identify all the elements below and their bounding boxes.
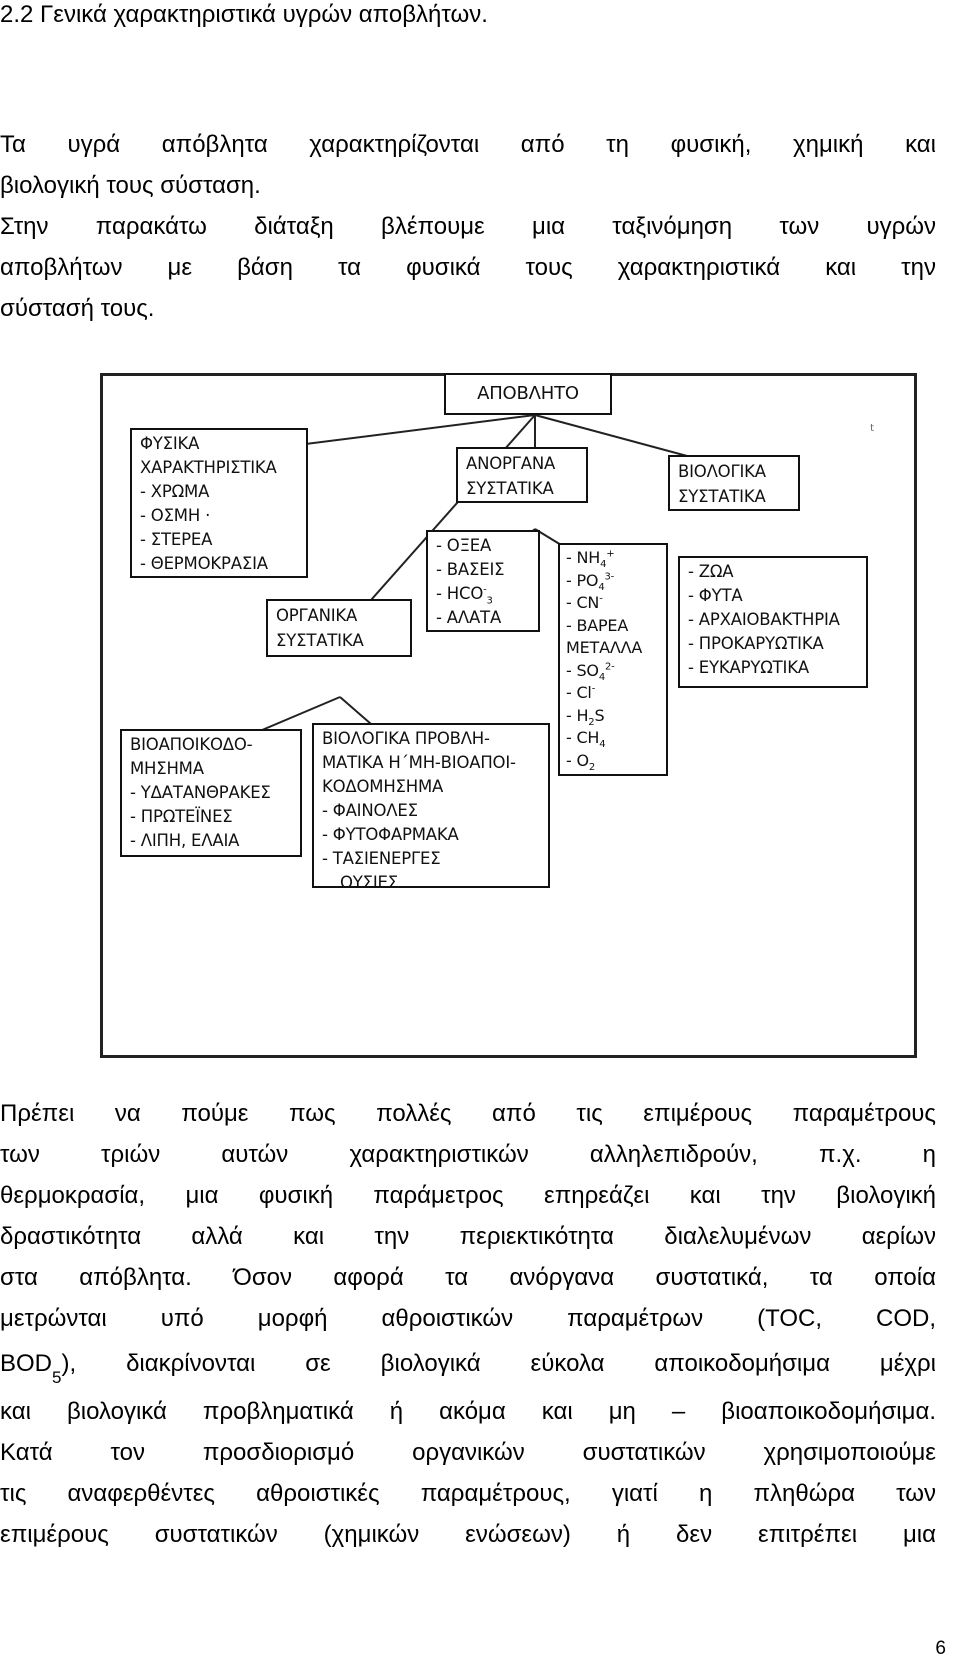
page-number: 6	[935, 1638, 946, 1659]
organic-title: ΟΡΓΑΝΙΚΑ	[276, 606, 358, 625]
text-line: στα απόβλητα. Όσον αφορά τα ανόργανα συστατικά, τα οποία	[0, 1264, 936, 1291]
acids-item: - ΒΑΣΕΙΣ	[436, 560, 505, 579]
problematic-title: ΜΑΤΙΚΑ Η΄ΜΗ-ΒΙΟΑΠΟΙ-	[322, 753, 516, 772]
physical-title: ΧΑΡΑΚΤΗΡΙΣΤΙΚΑ	[140, 458, 277, 477]
biodegradable-item: - ΥΔΑΤΑΝΘΡΑΚΕΣ	[130, 783, 271, 802]
biological-title-box	[668, 455, 800, 511]
text-line: Τα υγρά απόβλητα χαρακτηρίζονται από τη φυσική, χημική και	[0, 131, 936, 158]
ion-po4: - $PO_4^{3-}$	[566, 570, 615, 593]
biological-title: ΣΥΣΤΑΤΙΚΑ	[678, 487, 766, 506]
ion-ch4: - $CH_4$	[566, 728, 606, 751]
problematic-item: ΟΥΣΙΕΣ	[340, 873, 399, 892]
biological-item: - ΠΡΟΚΑΡΥΩΤΙΚΑ	[688, 634, 824, 653]
biodegradable-item: - ΠΡΩΤΕΪΝΕΣ	[130, 807, 233, 826]
biological-item: - ΑΡΧΑΙΟΒΑΚΤΗΡΙΑ	[688, 610, 840, 629]
physical-item: - ΘΕΡΜΟΚΡΑΣΙΑ	[140, 554, 268, 573]
biological-title: ΒΙΟΛΟΓΙΚΑ	[678, 462, 766, 481]
ion-h2s: - $H_2S$	[566, 705, 605, 728]
biodegradable-item: - ΛΙΠΗ, ΕΛΑΙΑ	[130, 831, 240, 850]
biological-item: - ΕΥΚΑΡΥΩΤΙΚΑ	[688, 658, 809, 677]
biodegradable-box	[120, 729, 302, 857]
ion-cl: - Cl-	[566, 683, 596, 702]
ion-o2: - $O_2$	[566, 750, 596, 773]
text-line: σύστασή τους.	[0, 295, 155, 322]
organic-title: ΣΥΣΤΑΤΙΚΑ	[276, 631, 364, 650]
root-label: ΑΠΟΒΛΗΤΟ	[477, 383, 579, 404]
problematic-item: - ΦΥΤΟΦΑΡΜΑΚΑ	[322, 825, 459, 844]
physical-title: ΦΥΣΙΚΑ	[140, 434, 200, 453]
text-line: Στην παρακάτω διάταξη βλέπουμε μια ταξινόμηση των υγρών	[0, 213, 936, 240]
text-line: θερμοκρασία, μια φυσική παράμετρος επηρεάζει και την βιολογική	[0, 1182, 936, 1209]
ion-metals: ΜΕΤΑΛΛΑ	[566, 638, 643, 657]
problematic-title: ΚΟΔΟΜΗΣΗΜΑ	[322, 777, 444, 796]
text-line: τις αναφερθέντες αθροιστικές παραμέτρους, γιατί η πληθώρα των	[0, 1480, 936, 1507]
text-line: επιμέρους συστατικών (χημικών ενώσεων) ή δεν επιτρέπει μια	[0, 1521, 936, 1548]
biological-item: - ΦΥΤΑ	[688, 586, 743, 605]
inorganic-box	[456, 447, 588, 503]
acids-item: - ΑΛΑΤΑ	[436, 608, 502, 627]
biodegradable-title: ΜΗΣΗΜΑ	[130, 759, 204, 778]
organic-box	[266, 599, 412, 657]
margin-mark: t	[870, 423, 874, 434]
problematic-item: - ΤΑΣΙΕΝΕΡΓΕΣ	[322, 849, 441, 868]
text-line: μετρώνται υπό μορφή αθροιστικών παραμέτρων (TOC, COD,	[0, 1305, 936, 1332]
ions-box	[558, 543, 668, 776]
text-line-bod5: $BOD_5$), διακρίνονται σε βιολογικά εύκολα αποικοδομήσιμα μέχρι	[0, 1350, 936, 1387]
ion-cn: - CN-	[566, 593, 603, 612]
body-paragraph	[0, 1093, 936, 1555]
physical-item: - ΣΤΕΡΕΑ	[140, 530, 213, 549]
text-line: Κατά τον προσδιορισμό οργανικών συστατικών χρησιμοποιούμε	[0, 1439, 936, 1466]
physical-item: - ΟΣΜΗ ·	[140, 506, 211, 525]
biological-item: - ΖΩΑ	[688, 562, 734, 581]
physical-item: - ΧΡΩΜΑ	[140, 482, 210, 501]
text-line: δραστικότητα αλλά και την περιεκτικότητα διαλελυμένων αερίων	[0, 1223, 936, 1250]
acids-item: - ΟΞΕΑ	[436, 536, 492, 555]
inorganic-title: ΣΥΣΤΑΤΙΚΑ	[466, 479, 554, 498]
biodegradable-title: ΒΙΟΑΠΟΙΚΟΔΟ-	[130, 735, 253, 754]
text-line: των τριών αυτών χαρακτηριστικών αλληλεπιδρούν, π.χ. η	[0, 1141, 936, 1168]
section-heading: 2.2 Γενικά χαρακτηριστικά υγρών αποβλήτων.	[0, 1, 488, 28]
inorganic-title: ΑΝΟΡΓΑΝΑ	[466, 454, 556, 473]
problematic-title: ΒΙΟΛΟΓΙΚΑ ΠΡΟΒΛΗ-	[322, 729, 490, 748]
acids-item-hco3: - $HCO^-_3$	[436, 584, 493, 607]
biological-items-box	[678, 556, 868, 688]
intro-paragraph	[0, 124, 936, 329]
root-box	[444, 373, 612, 415]
text-line: Πρέπει να πούμε πως πολλές από τις επιμέρους παραμέτρους	[0, 1100, 936, 1127]
text-line: και βιολογικά προβληματικά ή ακόμα και μη – βιοαποικοδομήσιμα.	[0, 1398, 936, 1425]
ion-so4: - $SO_4^{2-}$	[566, 660, 615, 683]
wastewater-classification-diagram	[100, 373, 918, 1059]
acids-box	[426, 530, 540, 632]
problematic-item: - ΦΑΙΝΟΛΕΣ	[322, 801, 418, 820]
physical-box	[130, 428, 308, 578]
text-line: αποβλήτων με βάση τα φυσικά τους χαρακτηριστικά και την	[0, 254, 936, 281]
problematic-box	[312, 723, 550, 892]
text-line: βιολογική τους σύσταση.	[0, 172, 261, 199]
ion-nh4: - $NH_4^+$	[566, 548, 615, 571]
ion-metals: - ΒΑΡΕΑ	[566, 615, 629, 635]
